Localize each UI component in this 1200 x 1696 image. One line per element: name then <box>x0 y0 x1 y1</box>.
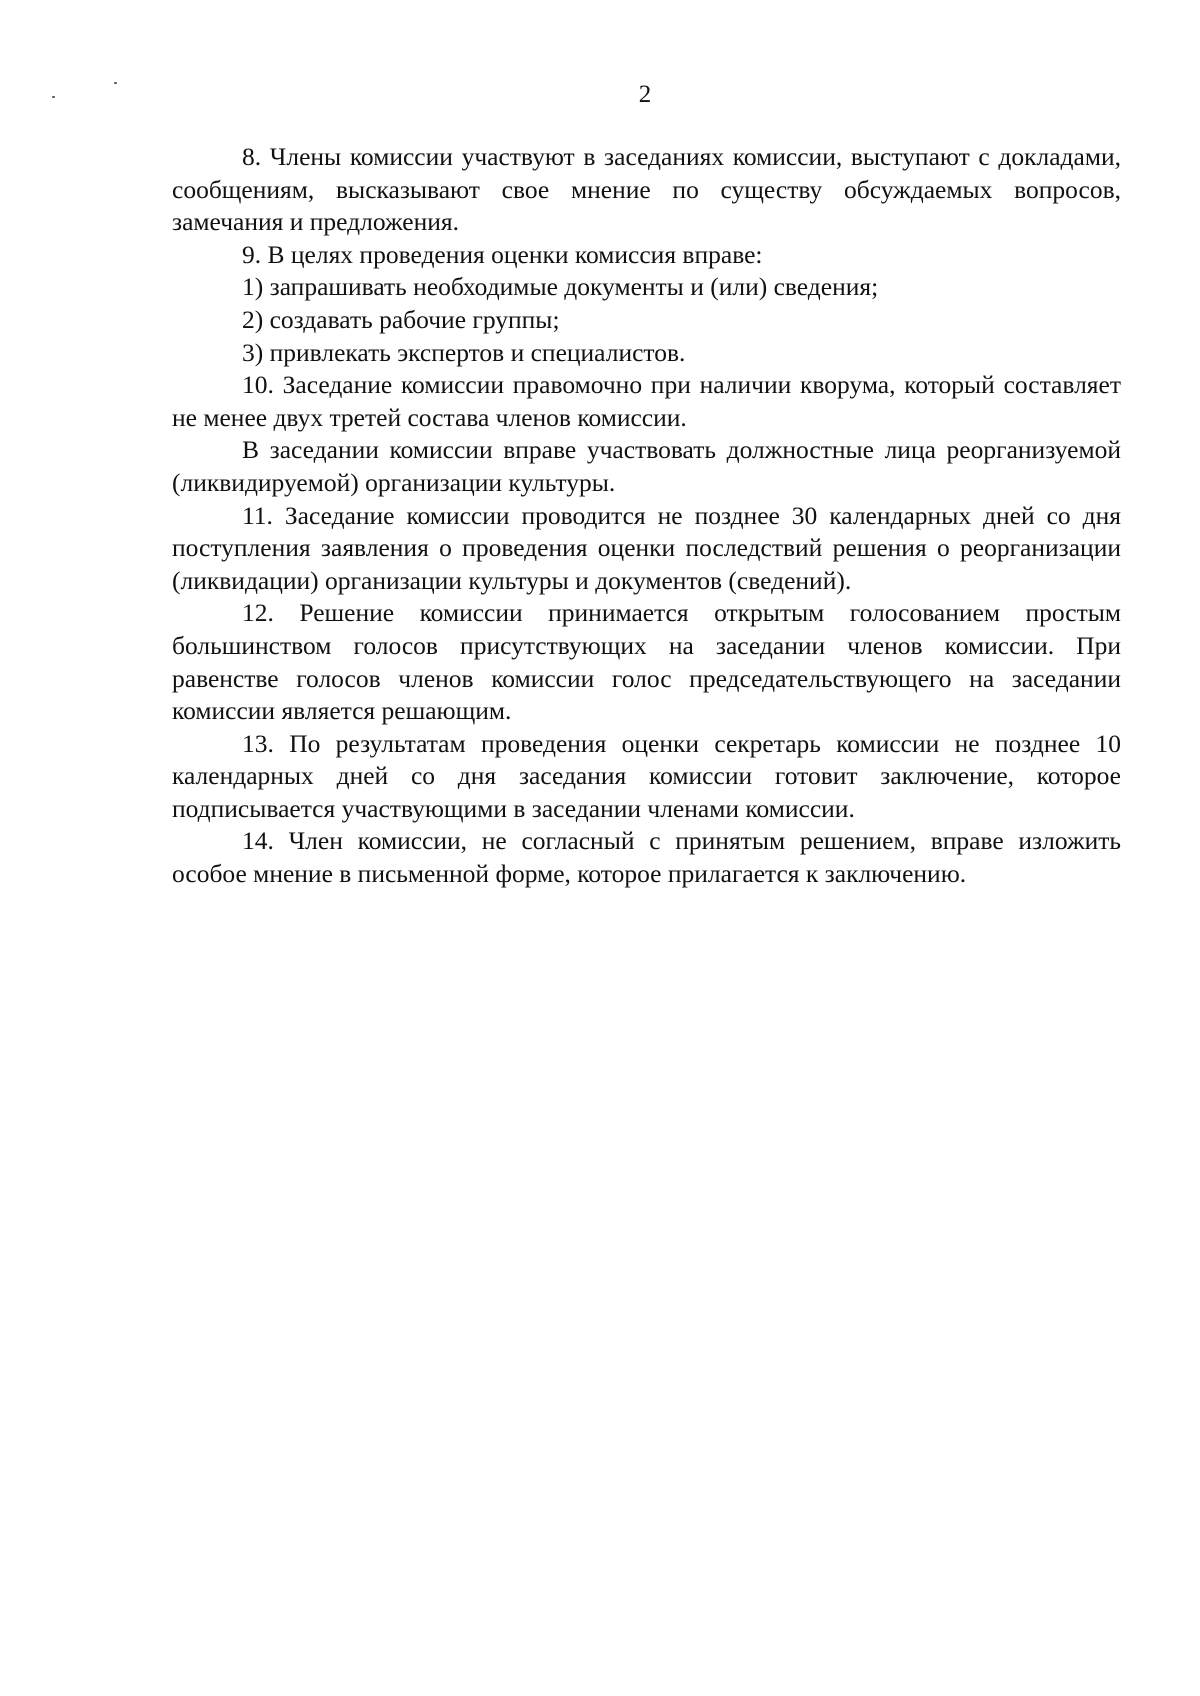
paragraph-9-item-3: 3) привлекать экспертов и специалистов. <box>242 337 686 367</box>
paragraph-9: 9. В целях проведения оценки комиссия вправе: <box>242 239 763 269</box>
paragraph-9-item-1: 1) запрашивать необходимые документы и (или) сведения; <box>242 272 879 302</box>
paragraph-10: 10. Заседание комиссии правомочно при наличии кворума, который составляет не менее двух третей состава членов комиссии. <box>172 370 1121 432</box>
paragraph-9-item-2: 2) создавать рабочие группы; <box>242 304 560 334</box>
paragraph-11: 11. Заседание комиссии проводится не позднее 30 календарных дней со дня поступления заявления о проведения оценки последствий решения о реорганизации (ликвидации) организации культуры и документов (сведений). <box>172 500 1121 595</box>
page-number: 2 <box>638 81 652 108</box>
paragraph-8: 8. Члены комиссии участвуют в заседаниях комиссии, выступают с докладами, сообщениям, высказывают свое мнение по существу обсуждаемых вопросов, замечания и предложения. <box>172 142 1121 237</box>
paragraph-13: 13. По результатам проведения оценки секретарь комиссии не позднее 10 календарных дней со дня заседания комиссии готовит заключение, которое подписывается участвующими в заседании членами комиссии. <box>172 728 1121 823</box>
paragraph-12: 12. Решение комиссии принимается открытым голосованием простым большинством голосов присутствующих на заседании членов комиссии. При равенстве голосов членов комиссии голос председательствующего на заседании комиссии является решающим. <box>172 598 1121 726</box>
document-body <box>172 141 1121 891</box>
paragraph-10-continued: В заседании комиссии вправе участвовать должностные лица реорганизуемой (ликвидируемой) организации культуры. <box>172 435 1121 497</box>
paragraph-14: 14. Член комиссии, не согласный с принятым решением, вправе изложить особое мнение в письменной форме, которое прилагается к заключению. <box>172 826 1121 889</box>
